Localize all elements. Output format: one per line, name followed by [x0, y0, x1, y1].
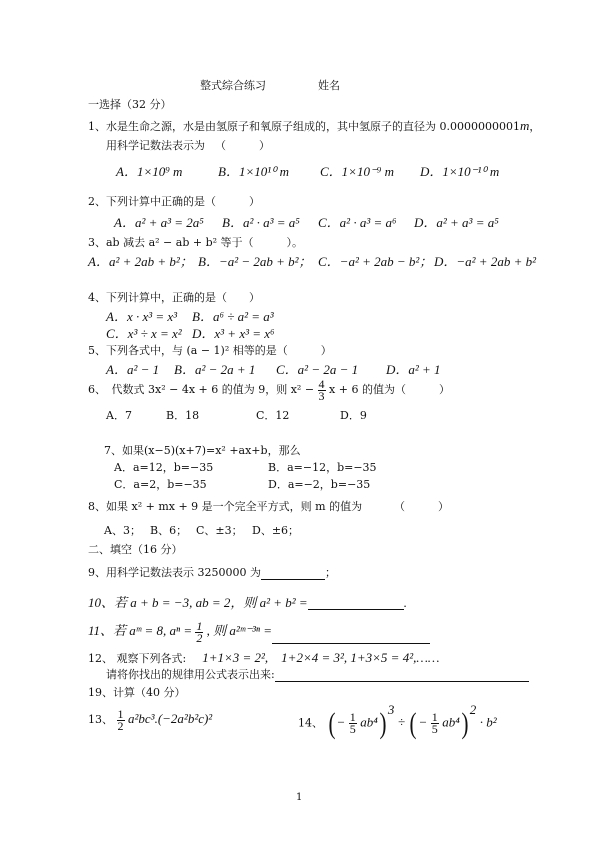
- q1-option-d: D．1×10⁻¹⁰ m: [420, 164, 500, 179]
- q6-option-c: C．12: [256, 409, 290, 422]
- q2-option-d: D．a² + a³ = a⁵: [414, 215, 499, 230]
- q2-option-c: C．a² · a³ = a⁶: [318, 215, 397, 230]
- section-fill: 二、填空（16 分）: [88, 543, 183, 556]
- q12-line2: 请将你找出的规律用公式表示出来:: [106, 668, 529, 682]
- q8-option-d: D、±6；: [252, 524, 300, 537]
- q2-option-a: A．a² + a³ = 2a⁵: [114, 215, 204, 230]
- q6-option-a: A．7: [106, 409, 132, 422]
- q14-text: 14、 ( − $\frac{1}{5}$ ab⁴) $^3$ ÷ ( − $\frac{1}{5}$ ab⁴) $^2$ · b²: [298, 702, 497, 740]
- q3-option-b: B．−a² − 2ab + b²；: [198, 254, 312, 269]
- q11-blank[interactable]: [272, 631, 430, 644]
- q7-option-a: A．a=12，b=−35: [114, 461, 214, 474]
- page-number: 1: [296, 792, 303, 803]
- q1-option-b: B．1×10¹⁰ m: [218, 164, 289, 179]
- q4-option-a: A．x · x³ = x³: [106, 309, 178, 324]
- q1-option-c: C．1×10⁻⁹ m: [320, 164, 394, 179]
- q10-text: 10、若 a + b = −3, ab = 2，则 a² + b² = .: [88, 595, 407, 610]
- q6-option-d: D．9: [340, 409, 367, 422]
- q5-option-d: D．a² + 1: [386, 362, 441, 377]
- q4-option-b: B．a⁶ ÷ a² = a³: [192, 309, 274, 324]
- q11-text: 11、若 aᵐ = 8, aⁿ = $\frac{1}{2}$ , 则 a²ᵐ⁻³ⁿ =: [88, 618, 430, 644]
- q7-option-b: B．a=−12，b=−35: [268, 461, 377, 474]
- q8-option-b: B、6；: [150, 524, 188, 537]
- q7-option-c: C．a=2，b=−35: [114, 478, 207, 491]
- q4-option-c: C．x³ ÷ x = x²: [106, 326, 182, 341]
- q6-option-b: B．18: [166, 409, 200, 422]
- q9-blank[interactable]: [261, 567, 325, 580]
- q4-option-d: D．x³ + x³ = x⁶: [192, 326, 275, 341]
- q1-line2: 用科学记数法表示为 （ ）: [106, 139, 270, 152]
- q3-option-c: C．−a² + 2ab − b²；: [318, 254, 433, 269]
- q9-text: 9、用科学记数法表示 3250000 为 ；: [88, 566, 336, 579]
- name-label: 姓名: [318, 79, 340, 92]
- q6-text: 6、 代数式 3x² − 4x + 6 的值为 9，则 x² − $\frac{4}{3}$ x + 6 的值为（ ）: [88, 376, 450, 403]
- q13-fraction: $\frac{1}{2}$: [117, 706, 124, 733]
- q8-option-a: A、3；: [104, 524, 141, 537]
- q2-text: 2、下列计算中正确的是（ ）: [88, 195, 260, 208]
- q1-text: 1、水是生命之源，水是由氢原子和氧原子组成的，其中氢原子的直径为 0.0000000001m，: [88, 118, 541, 133]
- q1-option-a: A．1×10⁹ m: [116, 164, 183, 179]
- q3-option-a: A．a² + 2ab + b²；: [88, 254, 193, 269]
- q14-fraction-1: $\frac{1}{5}$: [349, 710, 356, 737]
- section-choice: 一选择（32 分）: [88, 98, 172, 111]
- q11-fraction: $\frac{1}{2}$: [196, 618, 203, 645]
- section-calc: 19、计算（40 分）: [88, 686, 186, 699]
- q5-option-b: B．a² − 2a + 1: [174, 362, 256, 377]
- q3-text: 3、ab 减去 a² − ab + b² 等于（ ）。: [88, 236, 304, 249]
- q5-option-c: C．a² − 2a − 1: [276, 362, 359, 377]
- q6-fraction: $\frac{4}{3}$: [318, 376, 325, 403]
- q3-option-d: D．−a² + 2ab + b²: [434, 254, 537, 269]
- q4-text: 4、下列计算中，正确的是（ ）: [88, 291, 260, 304]
- page-title: 整式综合练习: [200, 79, 266, 92]
- q8-option-c: C、±3；: [196, 524, 243, 537]
- q12-text: 12、 观察下列各式: 1+1×3 = 2², 1+2×4 = 3², 1+3×5 = 4²,……: [88, 650, 440, 665]
- q12-blank[interactable]: [275, 669, 529, 682]
- q7-text: 7、如果(x−5)(x+7)=x² +ax+b，那么: [104, 444, 301, 457]
- q8-paren: （ ）: [394, 500, 449, 513]
- q8-text: 8、如果 x² + mx + 9 是一个完全平方式，则 m 的值为: [88, 500, 363, 513]
- q14-fraction-2: $\frac{1}{5}$: [431, 710, 438, 737]
- q5-option-a: A．a² − 1: [106, 362, 160, 377]
- q2-option-b: B．a² · a³ = a⁵: [222, 215, 300, 230]
- q7-option-d: D．a=−2，b=−35: [268, 478, 371, 491]
- q10-blank[interactable]: [308, 597, 404, 610]
- q5-text: 5、下列各式中，与 (a − 1)² 相等的是（ ）: [88, 344, 332, 357]
- q13-text: 13、 $\frac{1}{2}$ a²bc³.(−2a²b²c)²: [88, 706, 213, 733]
